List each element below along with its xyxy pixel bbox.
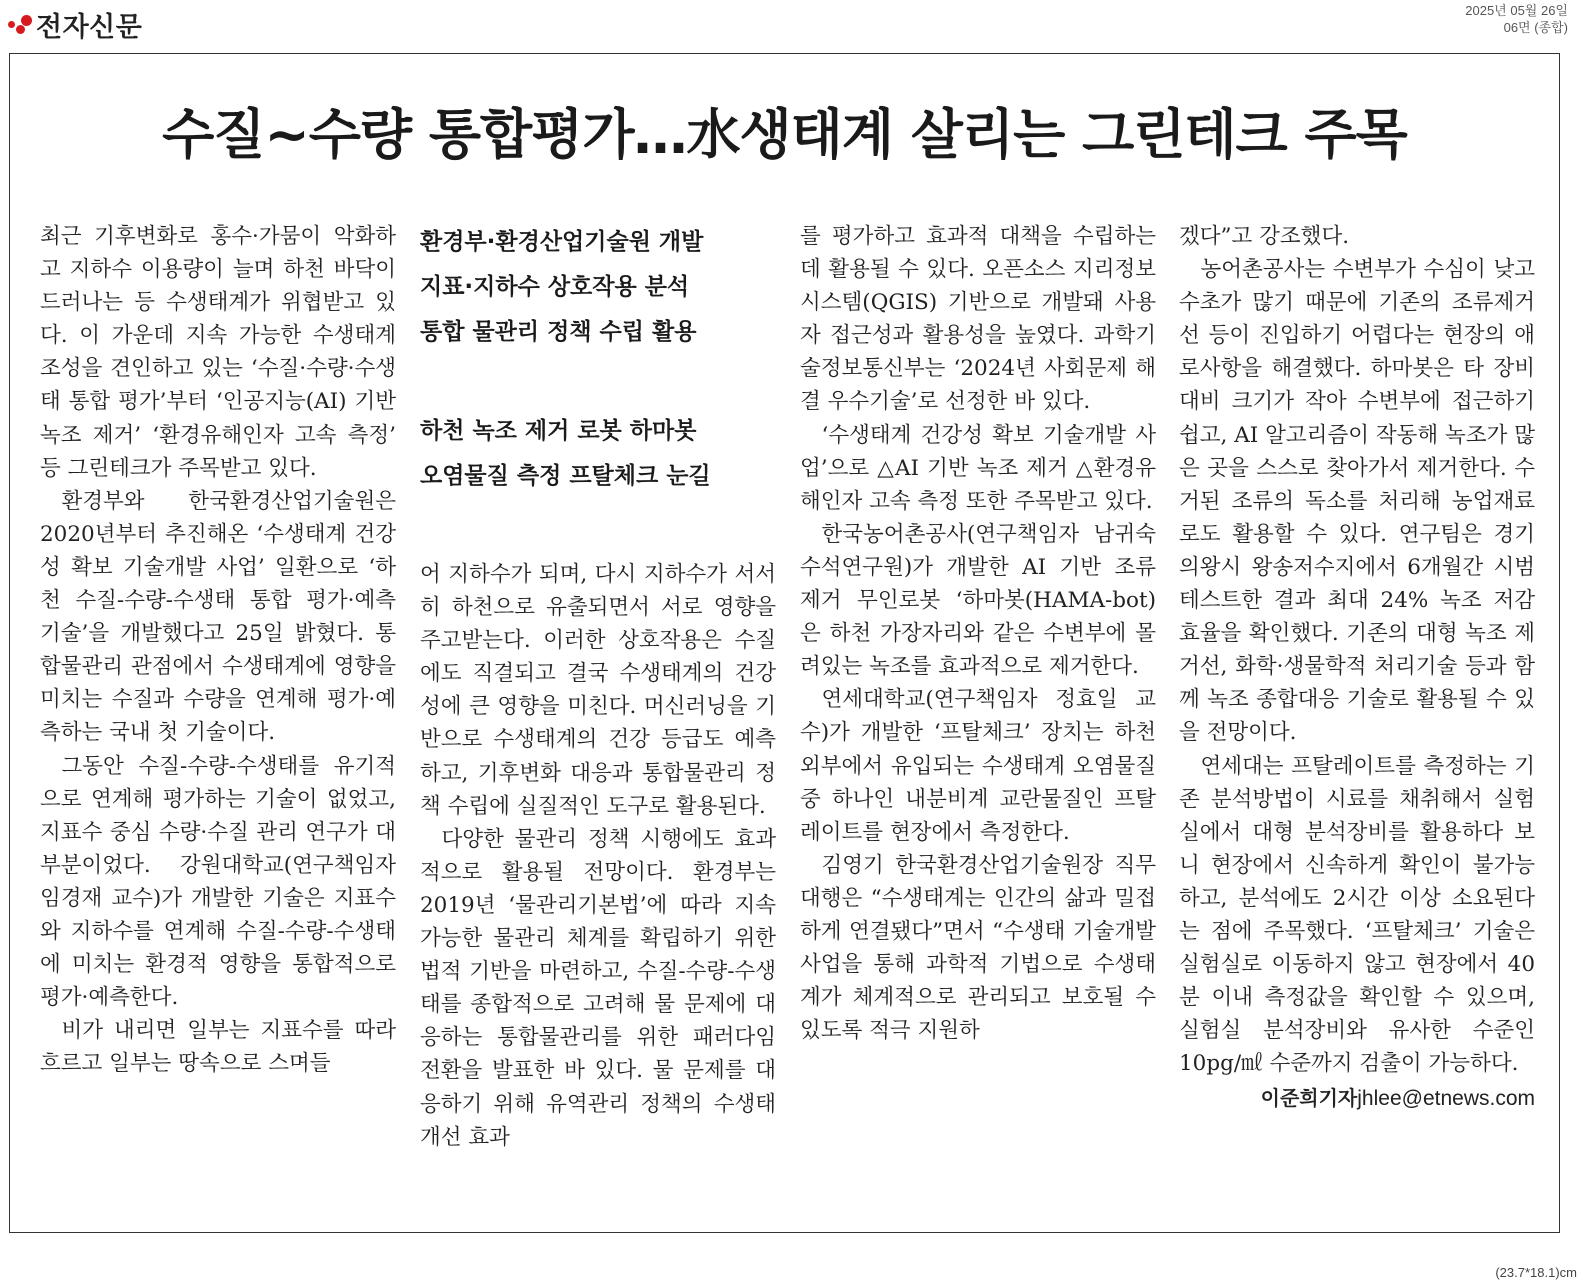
paragraph: 농어촌공사는 수변부가 수심이 낮고 수초가 많기 때문에 기존의 조류제거선 등이 진입하기 어렵다는 현장의 애로사항을 해결했다. 하마봇은 타 장비 대비 크기가 작아 수변부에 접근하기 쉽고, AI 알고리즘이 작동해 녹조가 많은 곳을 스스로 찾아가서 제거한다. 수거된 조류의 독소를 처리해 농업재료로도 활용할 수 있다. 연구팀은 경기 의왕시 왕송저수지에서 6개월간 시범 테스트한 결과 최대 24% 녹조 저감 효율을 확인했다. 기존의 대형 녹조 제거선, 화학·생물학적 처리기술 등과 함께 녹조 종합대응 기술로 활용될 수 있을 전망이다. <box>1179 257 1535 746</box>
byline <box>1179 1082 1535 1115</box>
paragraph: 연세대는 프탈레이트를 측정하는 기존 분석방법이 시료를 채취해서 실험실에서 대형 분석장비를 활용하다 보니 현장에서 신속하게 확인이 불가능하고, 분석에도 2시간 이상 소요된다는 점에 주목했다. ‘프탈체크’ 기술은 실험실로 이동하지 않고 현장에서 40분 이내 측정값을 확인할 수 있으며, 실험실 분석장비와 유사한 수준인 10pg/㎖ 수준까지 검출이 가능하다. <box>1179 753 1535 1077</box>
paragraph: 최근 기후변화로 홍수·가뭄이 악화하고 지하수 이용량이 늘며 하천 바닥이 드러나는 등 수생태계가 위협받고 있다. 이 가운데 지속 가능한 수생태계 조성을 견인하고 있는 ‘수질·수량·수생태 통합 평가’부터 ‘인공지능(AI) 기반 녹조 제거’ ‘환경유해인자 고속 측정’ 등 그린테크가 주목받고 있다. <box>40 224 396 481</box>
etnews-logo-icon <box>8 13 30 35</box>
subheadline-group-2 <box>420 409 776 499</box>
subheadline: 지표·지하수 상호작용 분석 <box>420 274 690 300</box>
masthead <box>8 4 142 44</box>
column-4 <box>1179 220 1535 1116</box>
article-headline: 수질~수량 통합평가…水생태계 살리는 그린테크 주목 <box>162 103 1407 166</box>
subheadline: 하천 녹조 제거 로봇 하마봇 <box>420 418 697 444</box>
paragraph: 연세대학교(연구책임자 정효일 교수)가 개발한 ‘프탈체크’ 장치는 하천 외부에서 유입되는 수생태계 오염물질 중 하나인 내분비계 교란물질인 프탈레이트를 현장에서 측정한다. <box>800 687 1156 845</box>
column-2 <box>420 558 776 1154</box>
reporter-name: 이준희기자 <box>1260 1086 1358 1111</box>
dateline <box>1465 2 1568 36</box>
paragraph: 다양한 물관리 정책 시행에도 효과적으로 활용될 전망이다. 환경부는 2019년 ‘물관리기본법’에 따라 지속가능한 물관리 체계를 확립하기 위한 법적 기반을 마련하고, 수질-수량-수생태를 종합적으로 고려해 물 문제에 대응하는 통합물관리를 위한 패러다임 전환을 발표한 바 있다. 물 문제를 대응하기 위해 유역관리 정책의 수생태 개선 효과 <box>420 826 776 1150</box>
subheadline: 오염물질 측정 프탈체크 눈길 <box>420 463 711 489</box>
paragraph: 환경부와 한국환경산업기술원은 2020년부터 추진해온 ‘수생태계 건강성 확보 기술개발 사업’ 일환으로 ‘하천 수질-수량-수생태 통합 평가·예측 기술’을 개발했다고 25일 밝혔다. 통합물관리 관점에서 수생태계에 영향을 미치는 수질과 수량을 연계해 평가·예측하는 국내 첫 기술이다. <box>40 488 396 746</box>
paragraph: 김영기 한국환경산업기술원장 직무대행은 “수생태계는 인간의 삶과 밀접하게 연결됐다”면서 “수생태 기술개발사업을 통해 과학적 기법으로 수생태계가 체계적으로 관리되고 보호될 수 있도록 적극 지원하 <box>800 852 1156 1044</box>
column-1 <box>40 220 396 1080</box>
reporter-email[interactable]: jhlee@etnews.com <box>1357 1087 1535 1111</box>
newspaper-name: 전자신문 <box>36 11 143 43</box>
paragraph: 겠다”고 강조했다. <box>1179 224 1350 249</box>
paragraph: 어 지하수가 되며, 다시 지하수가 서서히 하천으로 유출되면서 서로 영향을 주고받는다. 이러한 상호작용은 수질에도 직결되고 결국 수생태계의 건강성에 큰 영향을 미친다. 머신러닝을 기반으로 수생태계의 건강 등급도 예측하고, 기후변화 대응과 통합물관리 정책 수립에 실질적인 도구로 활용된다. <box>420 562 776 819</box>
page-info: 06면 (종합) <box>1503 20 1568 35</box>
subheadline-group-1 <box>420 220 776 355</box>
subheadline: 통합 물관리 정책 수립 활용 <box>420 319 697 345</box>
issue-date: 2025년 05월 26일 <box>1465 3 1568 18</box>
paragraph: ‘수생태계 건강성 확보 기술개발 사업’으로 △AI 기반 녹조 제거 △환경유해인자 고속 측정 또한 주목받고 있다. <box>800 422 1156 514</box>
column-3 <box>800 220 1156 1047</box>
column-2-subheads <box>420 220 776 499</box>
subheadline: 환경부·환경산업기술원 개발 <box>420 229 704 255</box>
paragraph: 한국농어촌공사(연구책임자 남귀숙 수석연구원)가 개발한 AI 기반 조류 제거 무인로봇 ‘하마봇(HAMA-bot)은 하천 가장자리와 같은 수변부에 몰려있는 녹조를 효과적으로 제거한다. <box>800 521 1156 680</box>
paragraph: 그동안 수질-수량-수생태를 유기적으로 연계해 평가하는 기술이 없었고, 지표수 중심 수량·수질 관리 연구가 대부분이었다. 강원대학교(연구책임자 임경재 교수)가 개발한 기술은 지표수와 지하수를 연계해 수질-수량-수생태에 미치는 환경적 영향을 통합적으로 평가·예측한다. <box>40 753 396 1011</box>
article-size-note: (23.7*18.1)cm <box>1495 1265 1577 1280</box>
paragraph: 비가 내리면 일부는 지표수를 따라 흐르고 일부는 땅속으로 스며들 <box>40 1018 396 1077</box>
article-frame <box>9 53 1560 1233</box>
paragraph: 를 평가하고 효과적 대책을 수립하는 데 활용될 수 있다. 오픈소스 지리정보시스템(QGIS) 기반으로 개발돼 사용자 접근성과 활용성을 높였다. 과학기술정보통신부는 ‘2024년 사회문제 해결 우수기술’로 선정한 바 있다. <box>800 224 1156 415</box>
